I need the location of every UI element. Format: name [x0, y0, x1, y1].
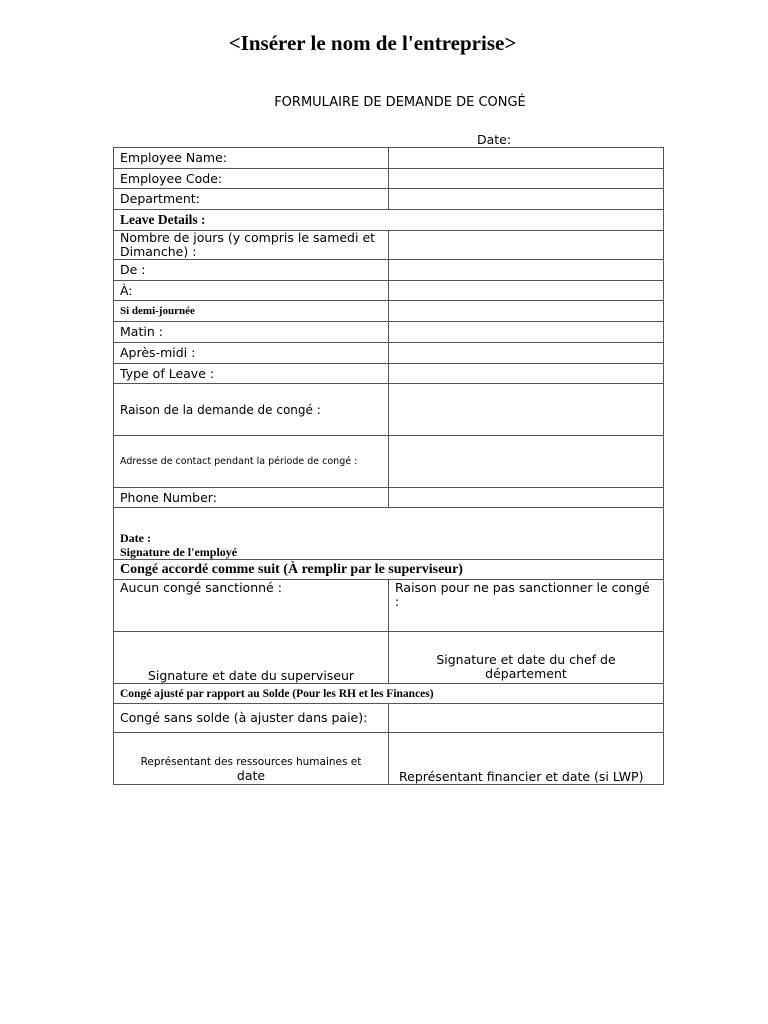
department-head-signature-cell[interactable] [389, 632, 664, 684]
leave-request-form [113, 147, 664, 785]
no-leave-cell[interactable] [114, 580, 389, 632]
department-row [114, 189, 664, 210]
employee-name-label: Employee Name: [114, 148, 389, 169]
unpaid-leave-row [114, 704, 664, 733]
hr-section-heading: Congé ajusté par rapport au Solde (Pour les RH et les Finances) [114, 684, 664, 704]
hr-section-row [114, 684, 664, 704]
representatives-row [114, 733, 664, 785]
reason-not-cell[interactable] [389, 580, 664, 632]
employee-date-label: Date : [120, 531, 151, 545]
from-row [114, 260, 664, 281]
form-title: FORMULAIRE DE DEMANDE DE CONGÉ [274, 95, 526, 110]
supervisor-section-row [114, 560, 664, 580]
employee-code-label: Employee Code: [114, 169, 389, 189]
sanction-row [114, 580, 664, 632]
unpaid-leave-field[interactable] [389, 704, 664, 733]
to-label: À: [114, 281, 389, 301]
employee-name-field[interactable] [389, 148, 664, 169]
reason-not-label: Raison pour ne pas sanctionner le congé : [395, 580, 650, 609]
half-day-field[interactable] [389, 301, 664, 322]
phone-row [114, 488, 664, 508]
company-name: <Insérer le nom de l'entreprise> [228, 31, 517, 55]
employee-signature-label: Signature de l'employé [120, 545, 238, 559]
employee-name-row [114, 148, 664, 169]
supervisor-section-heading: Congé accordé comme suit (À remplir par le superviseur) [114, 560, 664, 580]
contact-address-field[interactable] [389, 436, 664, 488]
from-label: De : [114, 260, 389, 281]
date-label: Date: [477, 132, 512, 147]
department-label: Department: [114, 189, 389, 210]
supervisor-signature-label: Signature et date du superviseur [147, 668, 355, 683]
leave-type-field[interactable] [389, 364, 664, 384]
phone-field[interactable] [389, 488, 664, 508]
afternoon-row [114, 343, 664, 364]
afternoon-label: Après-midi : [114, 343, 389, 364]
employee-code-row [114, 169, 664, 189]
contact-address-row [114, 436, 664, 488]
reason-label: Raison de la demande de congé : [114, 384, 389, 436]
hr-representative-line2: date [236, 768, 266, 783]
leave-details-heading: Leave Details : [114, 210, 664, 231]
employee-signature-block[interactable] [114, 508, 664, 560]
unpaid-leave-label: Congé sans solde (à ajuster dans paie): [114, 704, 389, 733]
contact-address-label: Adresse de contact pendant la période de congé : [114, 436, 389, 488]
department-field[interactable] [389, 189, 664, 210]
finance-representative-cell[interactable] [389, 733, 664, 785]
reason-row [114, 384, 664, 436]
days-field[interactable] [389, 231, 664, 260]
days-row [114, 231, 664, 260]
leave-type-label: Type of Leave : [114, 364, 389, 384]
half-day-heading: Si demi-journée [114, 301, 389, 322]
afternoon-field[interactable] [389, 343, 664, 364]
morning-row [114, 322, 664, 343]
supervisor-signature-cell[interactable] [114, 632, 389, 684]
leave-type-row [114, 364, 664, 384]
phone-label: Phone Number: [114, 488, 389, 508]
employee-code-field[interactable] [389, 169, 664, 189]
morning-field[interactable] [389, 322, 664, 343]
to-row [114, 281, 664, 301]
hr-representative-line1: Représentant des ressources humaines et [140, 756, 362, 768]
half-day-row [114, 301, 664, 322]
no-leave-label: Aucun congé sanctionné : [120, 580, 282, 595]
leave-details-row [114, 210, 664, 231]
supervisor-signature-row [114, 632, 664, 684]
to-field[interactable] [389, 281, 664, 301]
department-head-signature-label: Signature et date du chef de département [436, 652, 616, 681]
from-field[interactable] [389, 260, 664, 281]
finance-representative-label: Représentant financier et date (si LWP) [399, 769, 644, 784]
days-label: Nombre de jours (y compris le samedi et Dimanche) : [114, 231, 389, 260]
reason-field[interactable] [389, 384, 664, 436]
employee-signature-row [114, 508, 664, 560]
morning-label: Matin : [114, 322, 389, 343]
hr-representative-cell[interactable] [114, 733, 389, 785]
